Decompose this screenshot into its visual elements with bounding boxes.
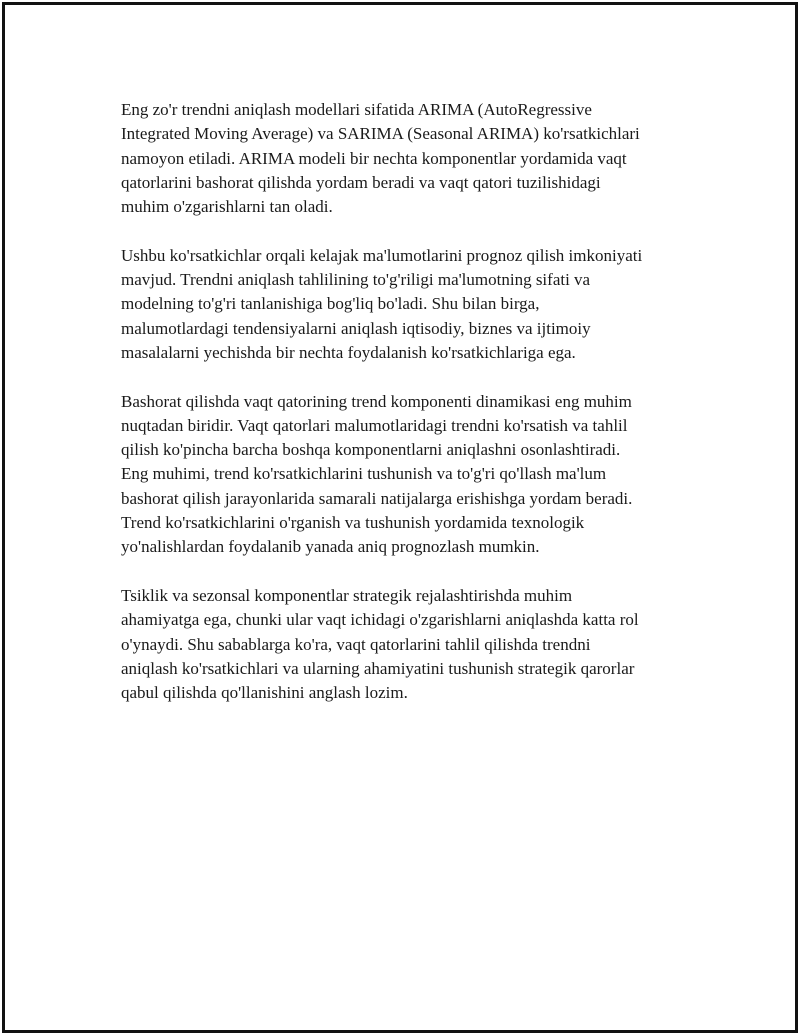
page-frame — [2, 2, 798, 1033]
text-line: aniqlash ko'rsatkichlari va ularning ahamiyatini tushunish strategik qarorlar — [121, 658, 635, 678]
text-line: namoyon etiladi. ARIMA modeli bir nechta komponentlar yordamida vaqt — [121, 148, 627, 168]
text-line: Ushbu ko'rsatkichlar orqali kelajak ma'lumotlarini prognoz qilish imkoniyati — [121, 245, 643, 265]
text-line: mavjud. Trendni aniqlash tahlilining to'g'riligi ma'lumotning sifati va — [121, 270, 591, 290]
text-line: masalalarni yechishda bir nechta foydalanish ko'rsatkichlariga ega. — [121, 342, 576, 362]
text-line: qabul qilishda qo'llanishini anglash lozim. — [121, 683, 408, 703]
text-line: Tsiklik va sezonsal komponentlar strategik rejalashtirishda muhim — [121, 585, 573, 605]
paragraph-4 — [121, 584, 711, 705]
text-line: muhim o'zgarishlarni tan oladi. — [121, 197, 333, 217]
text-line: Trend ko'rsatkichlarini o'rganish va tushunish yordamida texnologik — [121, 513, 585, 533]
document-body — [121, 98, 711, 730]
text-line: qatorlarini bashorat qilishda yordam beradi va vaqt qatori tuzilishidagi — [121, 172, 601, 192]
paragraph-2 — [121, 244, 711, 365]
text-line: malumotlardagi tendensiyalarni aniqlash iqtisodiy, biznes va ijtimoiy — [121, 318, 591, 338]
paragraph-1 — [121, 98, 711, 219]
text-line: Eng zo'r trendni aniqlash modellari sifatida ARIMA (AutoRegressive — [121, 100, 592, 119]
text-line: nuqtadan biridir. Vaqt qatorlari malumotlaridagi trendni ko'rsatish va tahlil — [121, 415, 628, 435]
text-line: qilish ko'pincha barcha boshqa komponentlarni aniqlashni osonlashtiradi. — [121, 440, 621, 460]
text-line: yo'nalishlardan foydalanib yanada aniq prognozlash mumkin. — [121, 537, 540, 557]
text-line: o'ynaydi. Shu sabablarga ko'ra, vaqt qatorlarini tahlil qilishda trendni — [121, 634, 591, 654]
text-line: Integrated Moving Average) va SARIMA (Seasonal ARIMA) ko'rsatkichlari — [121, 124, 640, 144]
text-line: Eng muhimi, trend ko'rsatkichlarini tushunish va to'g'ri qo'llash ma'lum — [121, 464, 607, 484]
paragraph-3 — [121, 390, 711, 560]
text-line: ahamiyatga ega, chunki ular vaqt ichidagi o'zgarishlarni aniqlashda katta rol — [121, 610, 639, 630]
text-line: Bashorat qilishda vaqt qatorining trend komponenti dinamikasi eng muhim — [121, 391, 632, 411]
text-line: modelning to'g'ri tanlanishiga bog'liq bo'ladi. Shu bilan birga, — [121, 294, 540, 314]
text-line: bashorat qilish jarayonlarida samarali natijalarga erishishga yordam beradi. — [121, 488, 633, 508]
